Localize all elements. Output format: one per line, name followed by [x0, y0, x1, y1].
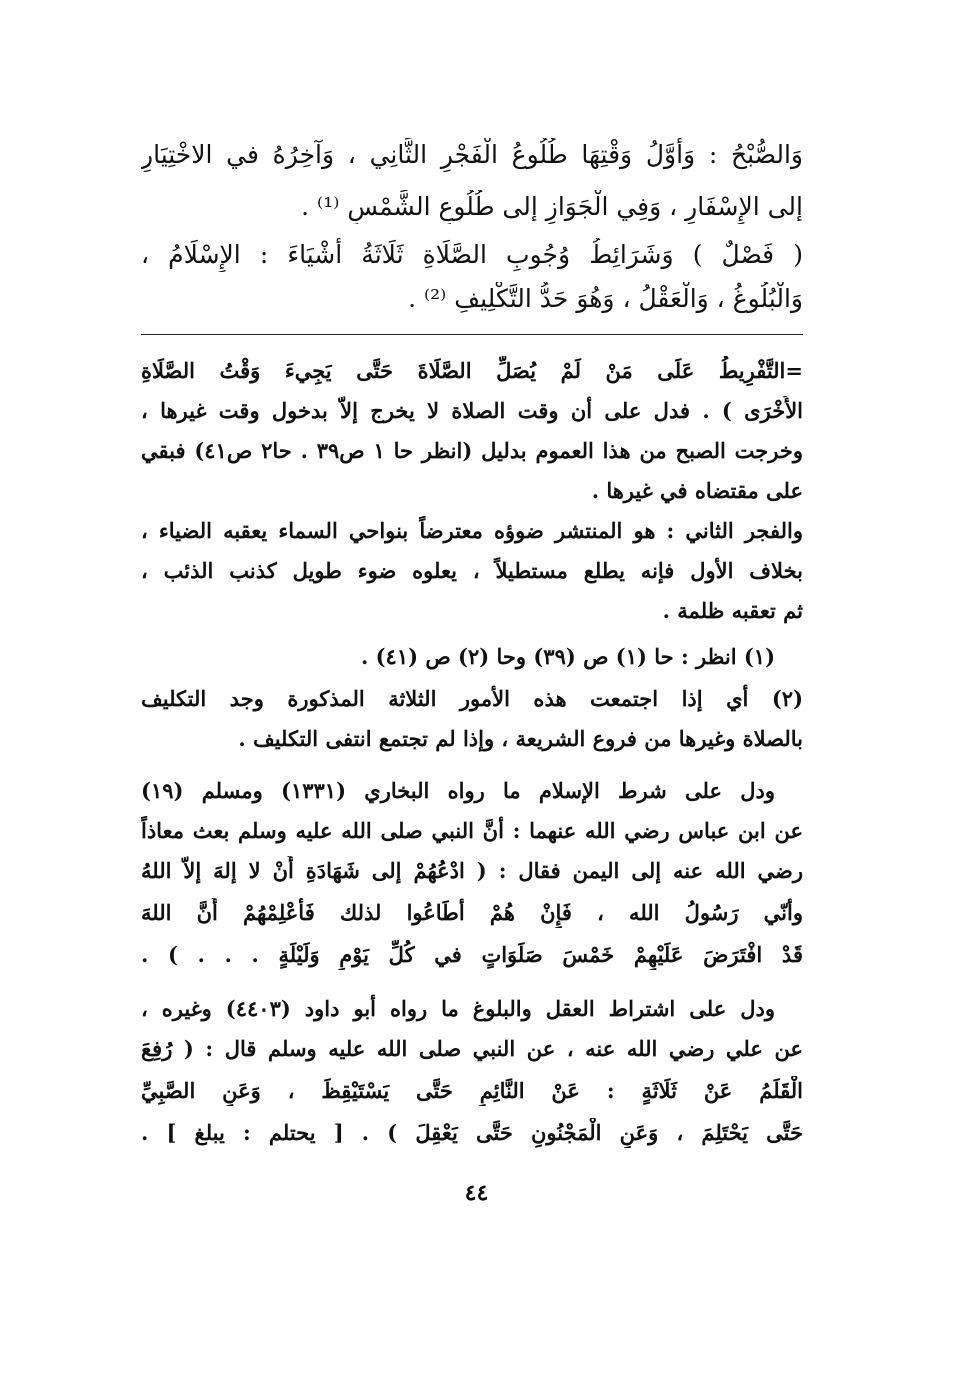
- footnote-line: =التَّفْرِيطُ عَلَى مَنْ لَمْ يُصَلِّ الصَّلَاةَ حَتَّى يَجِيءَ وَقْتُ الصَّلَاةِ: [141, 358, 803, 383]
- footnote-line: وخرجت الصبح من هذا العموم بدليل (انظر حا ١ ص٣٩ . حا٢ ص٤١) فبقي: [141, 438, 803, 463]
- evidence-paragraph-line: ودل على شرط الإسلام ما رواه البخاري (١٣٣١) ومسلم (١٩): [141, 778, 775, 803]
- main-text-line: وَالصُّبْحُ : وَأَوَّلُ وَقْتِهَا طُلُوعُ الْفَجْرِ الثَّانِي ، وَآخِرُهُ في الاخْتِيَارِ: [141, 140, 803, 169]
- footnote-line: والفجر الثاني : هو المنتشر ضوؤه معترضاً بنواحي السماء يعقبه الضياء ،: [141, 518, 803, 543]
- footnote-separator: [141, 334, 803, 335]
- footnote-line: الأُخْرَى ) . فدل على أن وقت الصلاة لا يخرج إلاّ بدخول وقت غيرها ،: [141, 398, 803, 423]
- evidence-paragraph-line: قَدْ افْتَرَضَ عَلَيْهِمْ خَمْسَ صَلَوَاتٍ في كُلِّ يَوْمٍ وَلَيْلَةٍ . . . ) .: [141, 942, 803, 967]
- footnote-line: بخلاف الأول فإنه يطلع مستطيلاً ، يعلوه ضوء طويل كذنب الذئب ،: [141, 558, 803, 583]
- main-text-line: ( فَصْلٌ ) وَشَرَائِطُ وُجُوبِ الصَّلَاةِ ثَلَاثَةُ أَشْيَاءَ : الإِسْلَامُ ،: [141, 240, 803, 269]
- footnote-line: ثم تعقبه ظلمة .: [662, 598, 803, 623]
- page-number: ٤٤: [464, 1180, 489, 1206]
- evidence-paragraph-line: رضي الله عنه إلى اليمن فقال : ( ادْعُهُمْ إلى شَهَادَةِ أَنْ لا إلهَ إلاّ اللهُ: [141, 858, 803, 883]
- evidence-paragraph-line: الْقَلَمُ عَنْ ثَلَاثَةٍ : عَنْ النَّائِمِ حَتَّى يَسْتَيْقِظَ ، وَعَنِ الصَّبِيِّ: [141, 1078, 803, 1103]
- evidence-paragraph-line: عن علي رضي الله عنه ، عن النبي صلى الله عليه وسلم قال : ( رُفِعَ: [141, 1036, 803, 1061]
- evidence-paragraph-line: حَتَّى يَحْتَلِمَ ، وَعَنِ الْمَجْنُونِ حَتَّى يَعْقِلَ ) . [ يحتلم : يبلغ ] .: [141, 1120, 803, 1145]
- evidence-paragraph-line: عن ابن عباس رضي الله عنهما : أنَّ النبي صلى الله عليه وسلم بعث معاذاً: [141, 818, 803, 843]
- evidence-paragraph-line: وأنّي رَسُولُ الله ، فَإِنْ هُمْ أطَاعُوا لذلك فَأَعْلِمْهُمْ أَنَّ اللهَ: [141, 900, 803, 925]
- footnote-2-line: (٢) أي إذا اجتمعت هذه الأمور الثلاثة المذكورة وجد التكليف: [141, 686, 803, 711]
- footnote-2-line: بالصلاة وغيرها من فروع الشريعة ، وإذا لم تجتمع انتفى التكليف .: [238, 726, 803, 751]
- footnote-1: (١) انظر : حا (١) ص (٣٩) وحا (٢) ص (٤١) .: [360, 644, 775, 669]
- footnote-line: على مقتضاه في غيرها .: [591, 478, 803, 503]
- main-text-line: إلى الإِسْفَارِ ، وَفِي الْجَوَازِ إلى طُلُوعِ الشَّمْسِ ⁽¹⁾ .: [301, 192, 803, 221]
- evidence-paragraph-line: ودل على اشتراط العقل والبلوغ ما رواه أبو داود (٤٤٠٣) وغيره ،: [141, 996, 775, 1021]
- main-text-line: وَالْبُلُوغُ ، وَالْعَقْلُ ، وَهُوَ حَدُّ التَّكْلِيفِ ⁽²⁾ .: [408, 284, 803, 313]
